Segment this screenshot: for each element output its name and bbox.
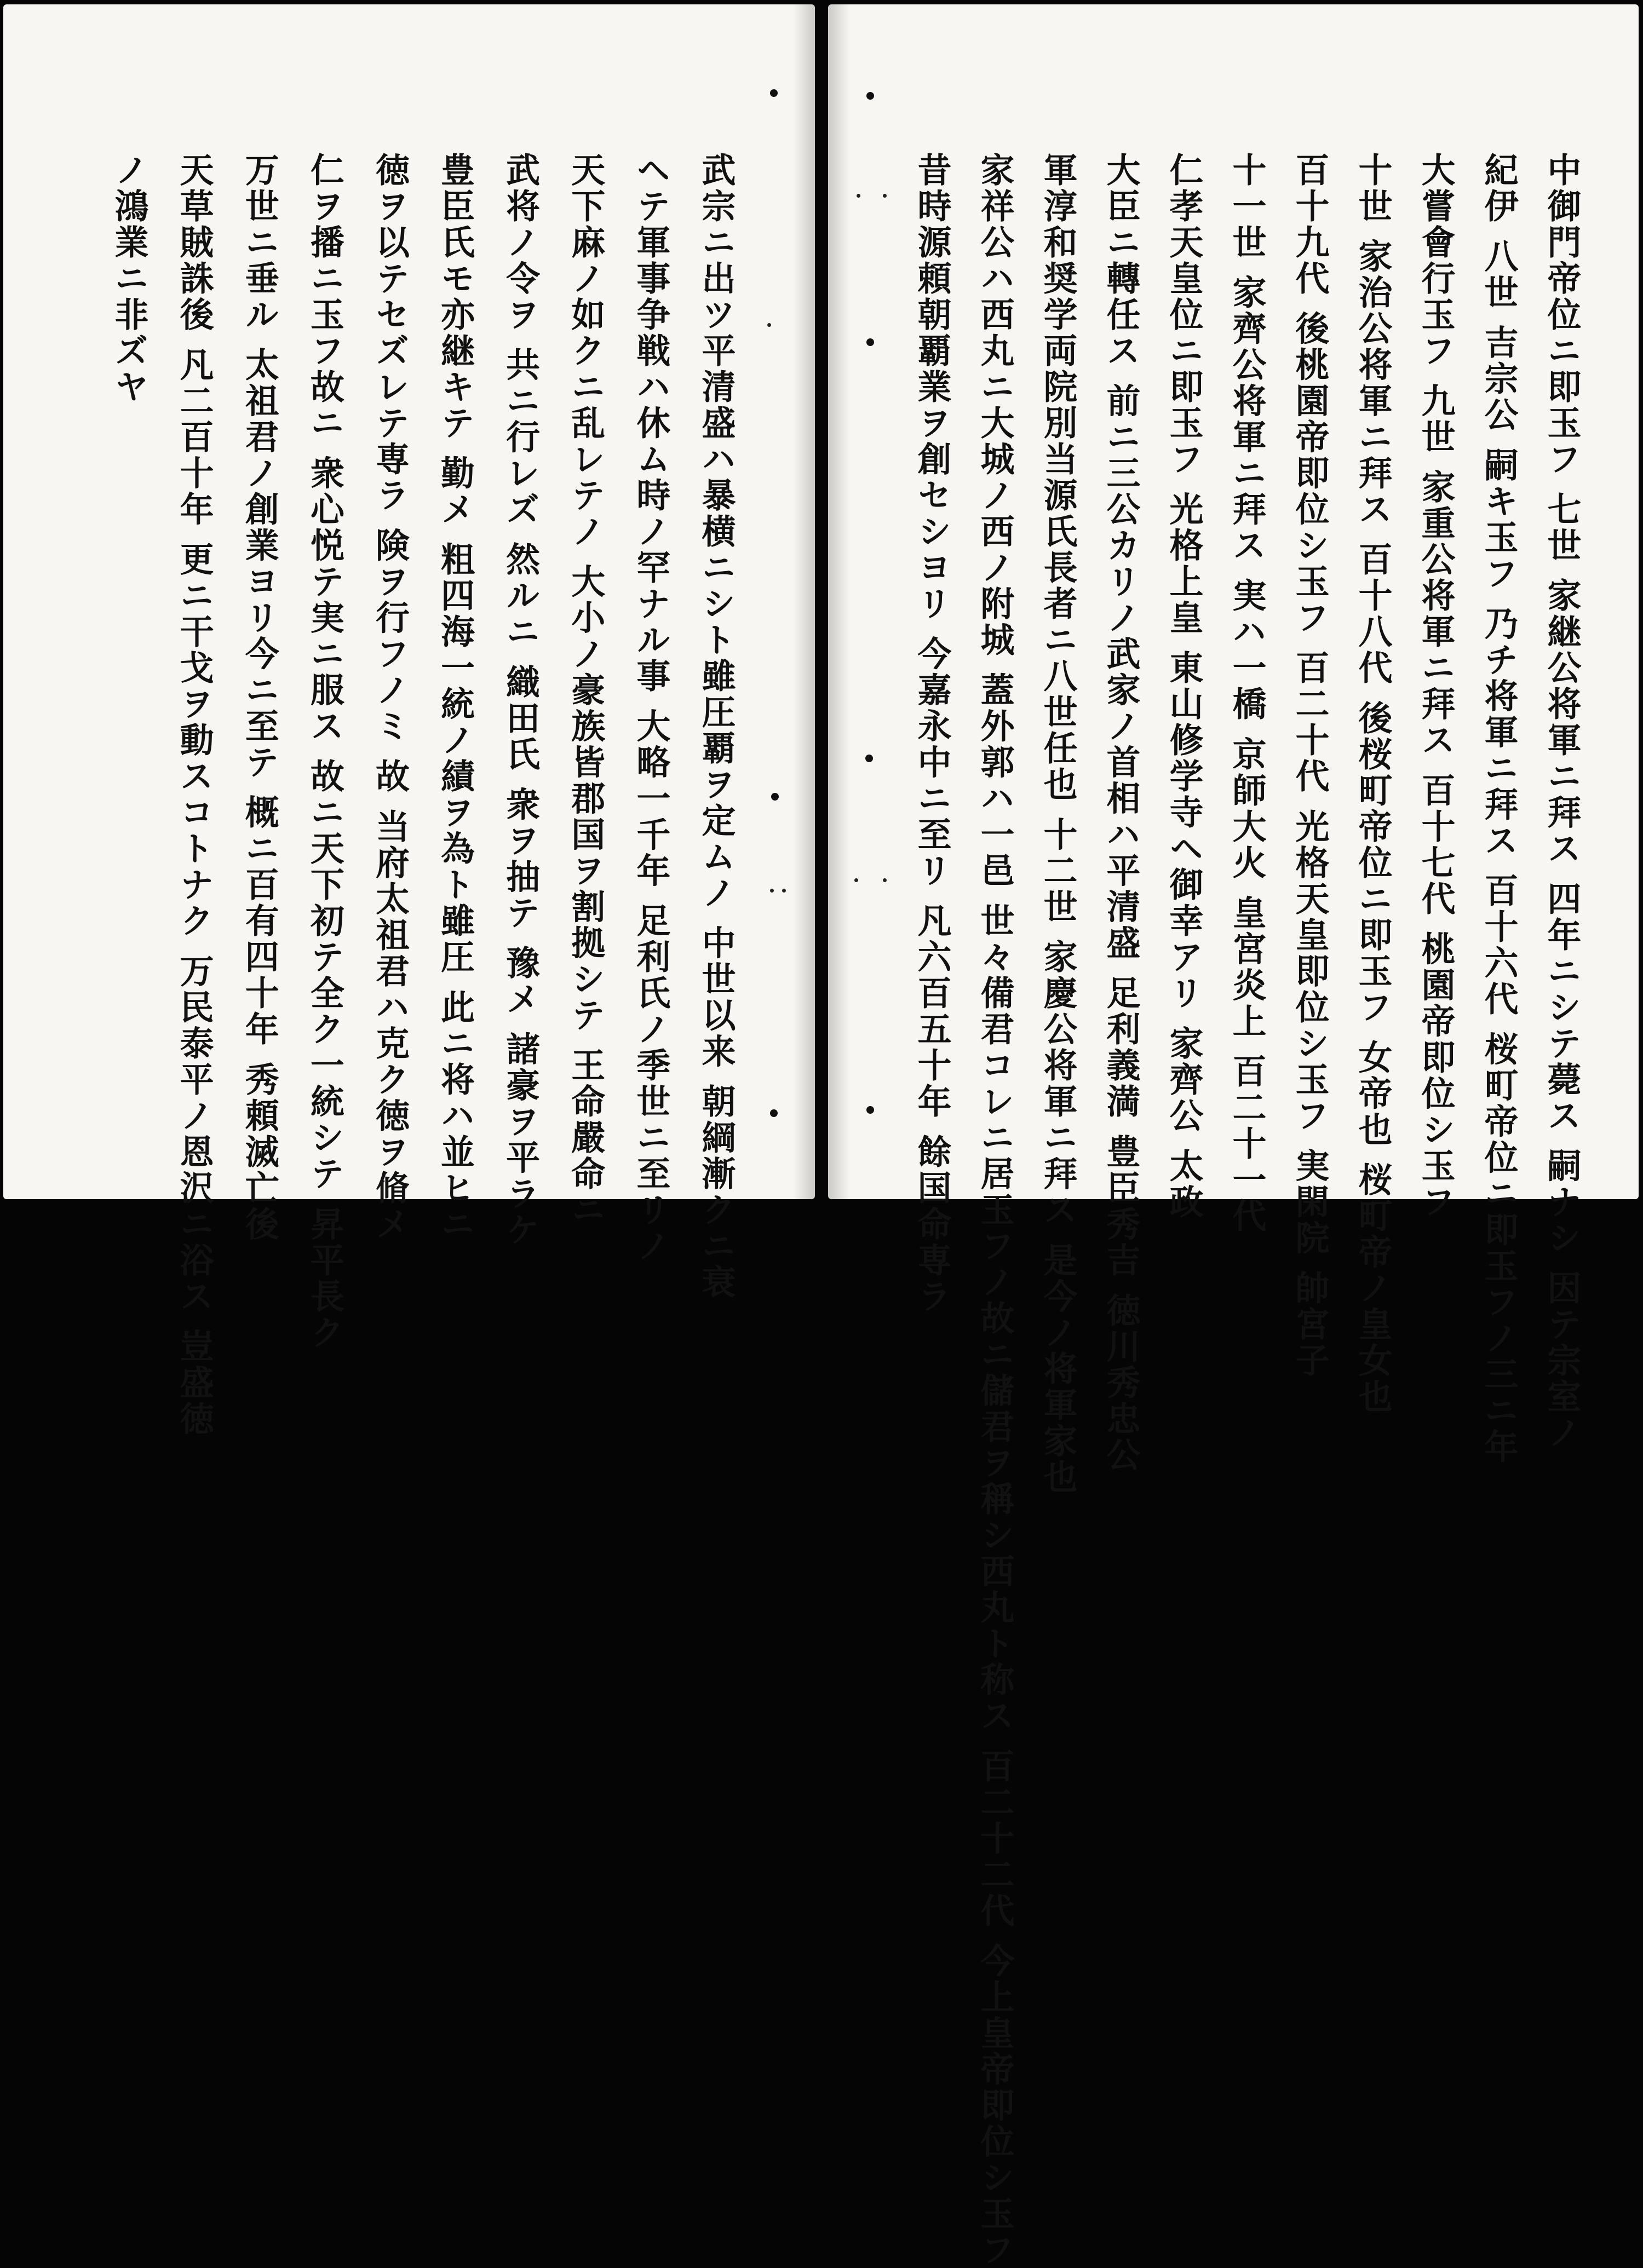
text-column: 大嘗會行玉フ 九世 家重公将軍ニ拜ス 百十七代 桃園帝即位シ玉フ bbox=[1416, 152, 1456, 1221]
binding-mark bbox=[857, 194, 860, 198]
binding-mark bbox=[782, 889, 786, 893]
binding-hole bbox=[866, 1106, 874, 1114]
binding-mark bbox=[854, 878, 858, 882]
text-column: ノ鴻業ニ非ズヤ bbox=[109, 152, 149, 405]
binding-mark bbox=[770, 889, 774, 893]
binding-hole bbox=[770, 1109, 778, 1117]
text-column: 昔時源頼朝覇業ヲ創セシヨリ 今嘉永中ニ至リ 凡六百五十年 餘国命専ラ bbox=[912, 152, 952, 1315]
right-page bbox=[828, 4, 1639, 2268]
binding-mark bbox=[883, 878, 887, 882]
text-column: 徳ヲ以テセズレテ専ラ 険ヲ行フノミ 故 当府太祖君ハ克ク徳ヲ脩メ bbox=[370, 152, 410, 1242]
binding-mark bbox=[883, 194, 887, 198]
text-column: 仁ヲ播ニ玉フ故ニ 衆心悦テ実ニ服ス 故ニ天下初テ全ク一統シテ 昇平長ク bbox=[305, 152, 345, 1351]
text-column: 仁孝天皇位ニ即玉フ 光格上皇 東山修学寺ヘ御幸アリ 家齊公 太政 bbox=[1164, 152, 1204, 1221]
text-column: 軍淳和奨学両院別当源氏長者ニ八世任也 十二世 家慶公将軍ニ拜ス 是今ノ将軍家也 bbox=[1038, 152, 1078, 1495]
text-column: 万世ニ垂ル 太祖君ノ創業ヨリ今ニ至テ 概ニ百有四十年 秀頼滅亡後 bbox=[239, 152, 280, 1242]
text-column: 大臣ニ轉任ス 前ニ三公カリノ武家ノ首相ハ平清盛 足利義満 豊臣秀吉 徳川秀忠公 bbox=[1101, 152, 1141, 1473]
text-column: 武宗ニ出ツ平清盛ハ暴横ニシト雖圧覇ヲ定ムノ 中世以来 朝綱漸クニ衰 bbox=[696, 152, 736, 1301]
text-column: 百十九代 後桃園帝即位シ玉フ 百二十代 光格天皇即位シ玉フ 実閑院 帥宮子 bbox=[1290, 152, 1330, 1379]
text-column: 天草賊誅後 凡二百十年 更ニ干戈ヲ動スコトナク 万民泰平ノ恩沢ニ浴ス 豈盛徳 bbox=[174, 152, 215, 1437]
text-column: 天下麻ノ如クニ乱レテノ 大小ノ豪族皆郡国ヲ割拠シテ 王命嚴命ニ bbox=[565, 152, 606, 1229]
text-column: 十一世 家齊公将軍ニ拜ス 実ハ一橋 京師大火 皇宮炎上 百二十一代 bbox=[1227, 152, 1267, 1234]
binding-hole bbox=[770, 89, 778, 97]
text-column: ヘテ軍事争戦ハ休ム時ノ罕ナル事 大略一千年 足利氏ノ季世ニ至リノ bbox=[630, 152, 671, 1265]
gutter-shadow bbox=[828, 4, 850, 1199]
text-column: 十世 家治公将軍ニ拜ス 百十八代 後桜町帝位ニ即玉フ 女帝也 桜町帝ノ皇女也 bbox=[1353, 152, 1393, 1415]
right-page-text bbox=[910, 152, 1582, 2268]
binding-hole bbox=[865, 755, 873, 762]
text-column: 豊臣氏モ亦継キテ 勤メ 粗四海一統ノ績ヲ為ト雖圧 此ニ将ハ並ヒニ bbox=[435, 152, 475, 1242]
text-column: 家祥公ハ西丸ニ大城ノ西ノ附城 蓋外郭ハ一邑 世々備君コレニ居玉フノ故ニ儲君ヲ稱シ西丸ト称ス 百二十二代 今上皇帝即位シ玉フ bbox=[975, 152, 1015, 2268]
binding-mark bbox=[767, 323, 771, 327]
left-page-text bbox=[107, 152, 736, 1437]
binding-hole bbox=[866, 92, 874, 100]
binding-hole bbox=[771, 793, 779, 801]
gutter-shadow bbox=[793, 4, 815, 1199]
binding-hole bbox=[866, 338, 874, 346]
text-column: 中御門帝位ニ即玉フ 七世 家継公将軍ニ拜ス 四年ニシテ薨ス 嗣ナシ 因テ宗室ノ bbox=[1542, 152, 1582, 1451]
text-column: 紀伊 八世 吉宗公 嗣キ玉フ 乃チ将軍ニ拜ス 百十六代 桜町帝位ニ即玉フノ三ニ年 bbox=[1479, 152, 1519, 1465]
text-column: 武将ノ令ヲ 共ニ行レズ 然ルニ 織田氏 衆ヲ抽テ 豫メ 諸豪ヲ平ラケ bbox=[500, 152, 541, 1248]
left-page bbox=[3, 4, 815, 1437]
